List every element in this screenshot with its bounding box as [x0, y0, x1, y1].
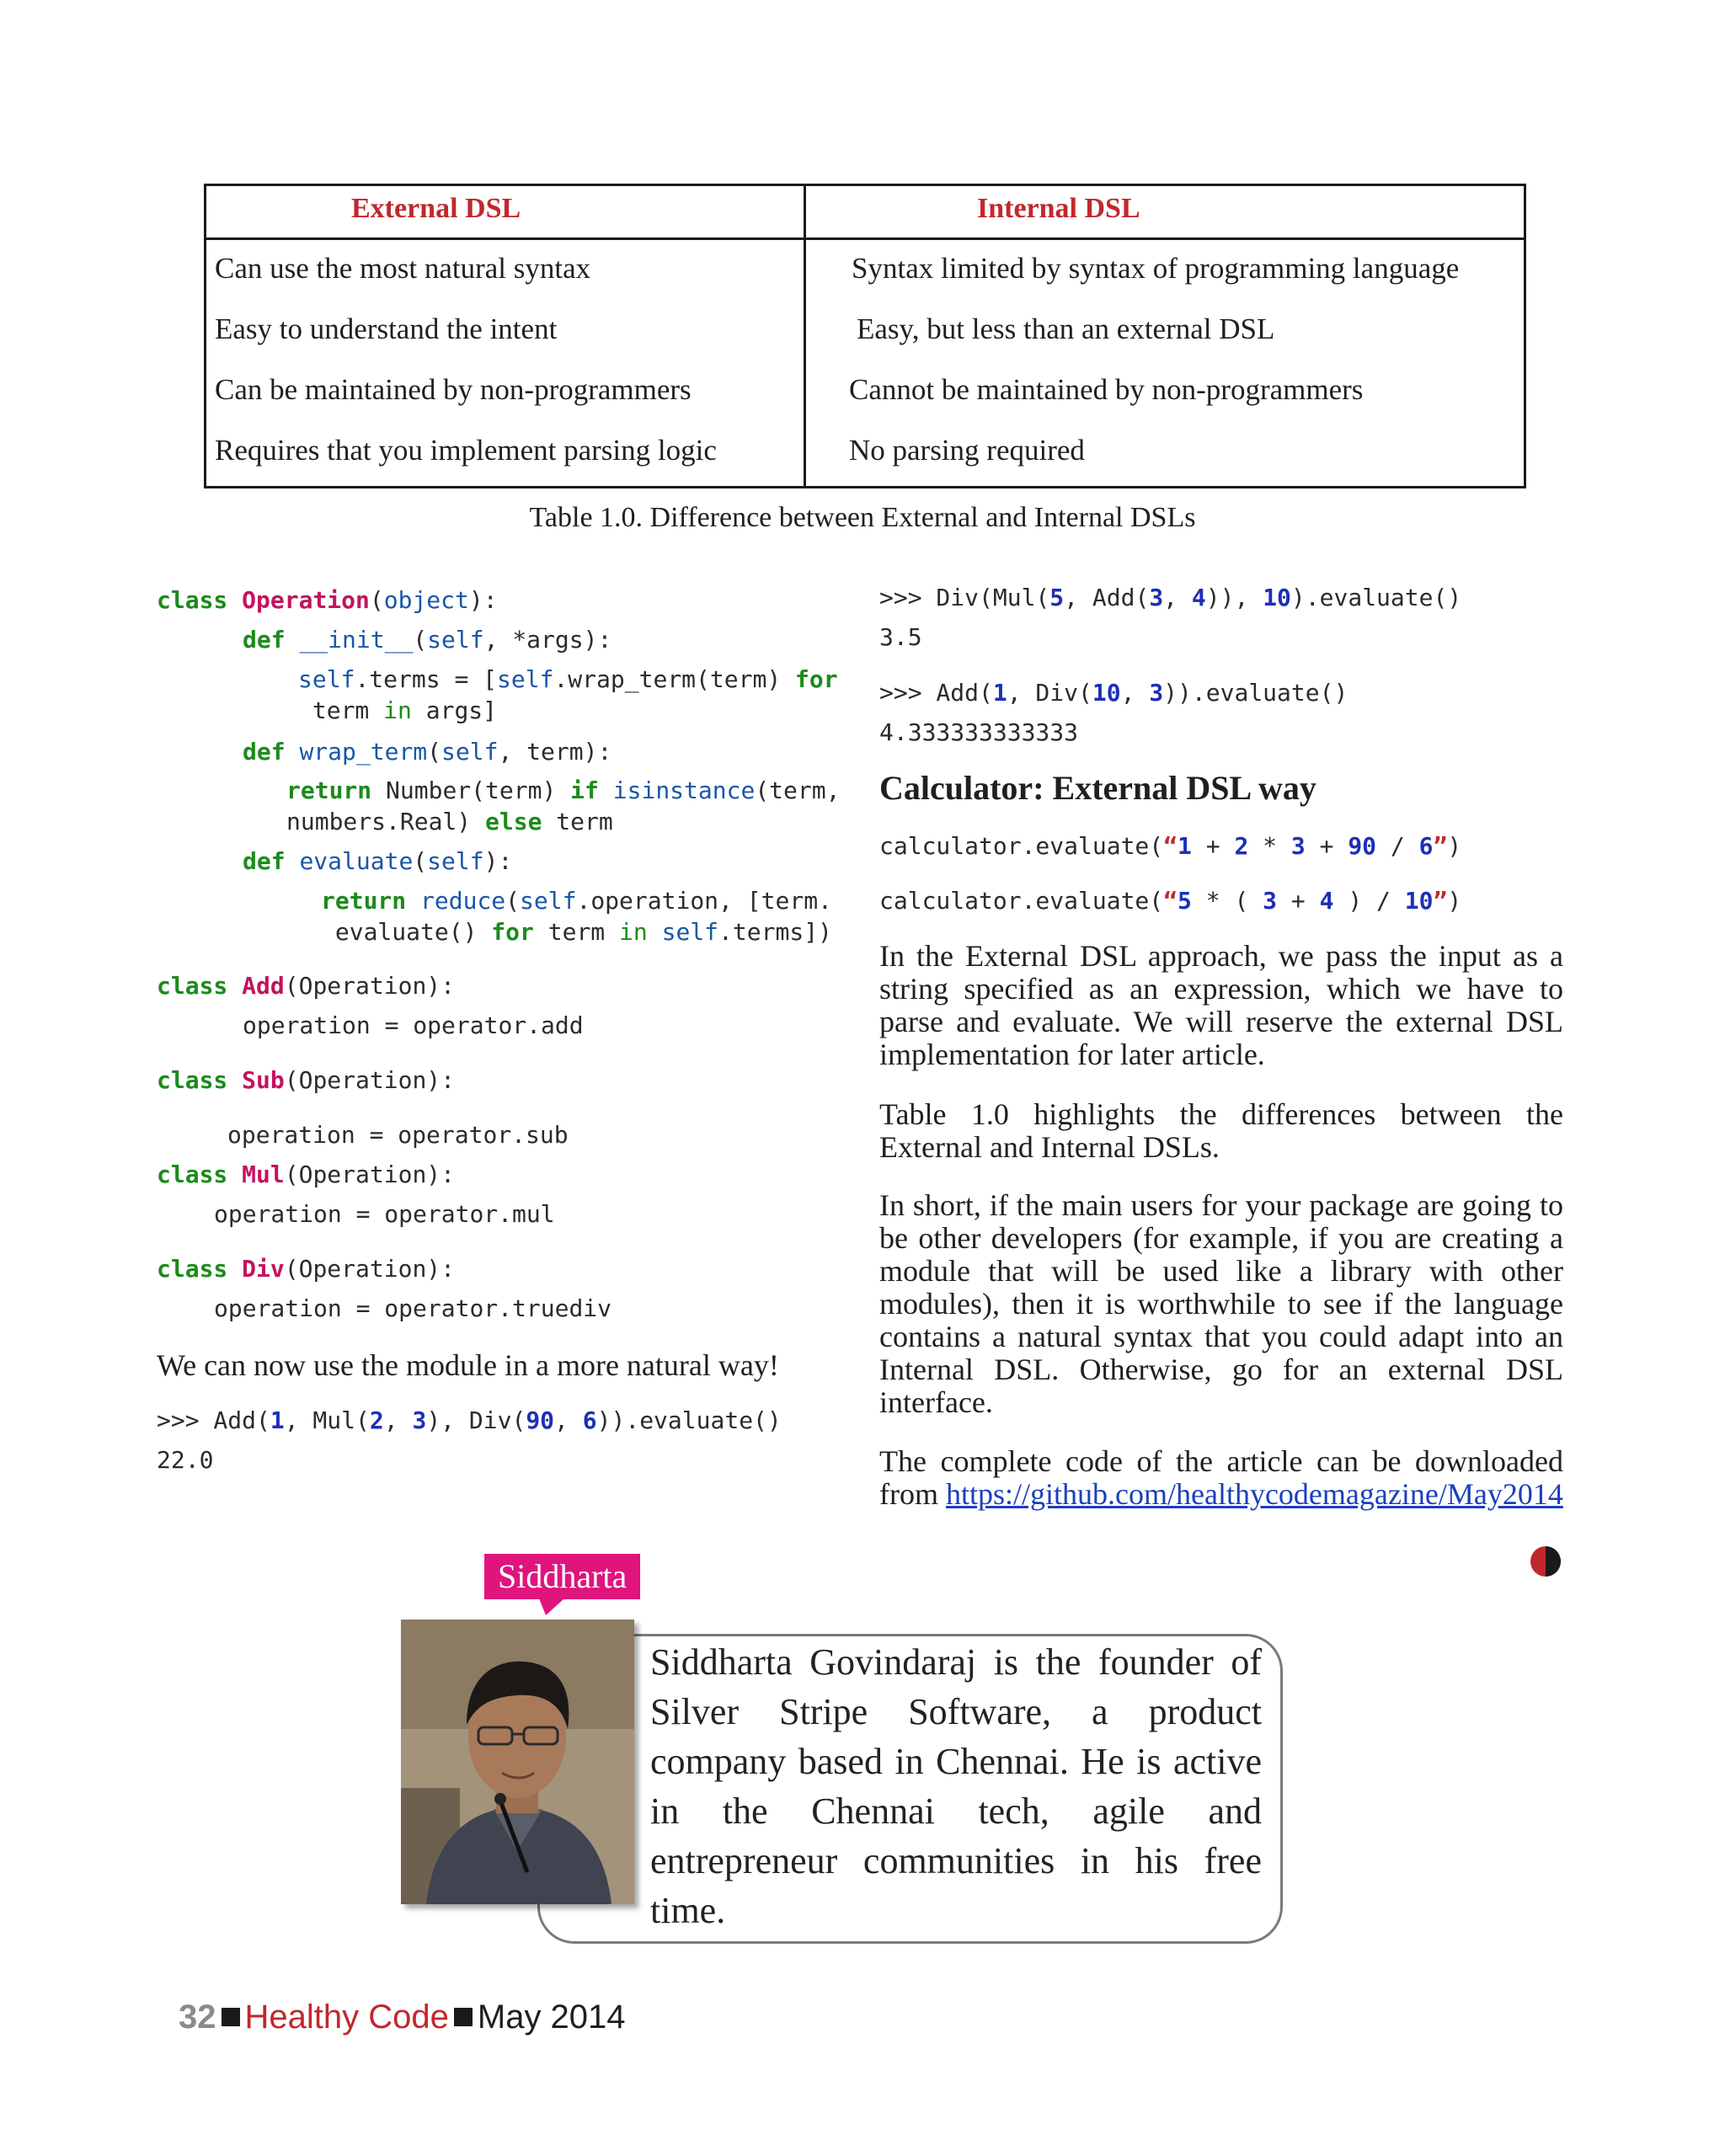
code-class-mul: class Mul(Operation): [157, 1161, 456, 1188]
code-terms-assign: self.terms = [self.wrap_term(term) for term in args] [298, 665, 838, 724]
code-mul-operation: operation = operator.mul [214, 1200, 555, 1228]
table-header-external: External DSL [351, 193, 521, 224]
code-class-add: class Add(Operation): [157, 972, 456, 1000]
table-cell: No parsing required [849, 434, 1085, 467]
author-tag-pointer [539, 1598, 564, 1615]
page-footer [179, 1999, 626, 2036]
code-example-add-div: >>> Add(1, Div(10, 3)).evaluate() [879, 679, 1348, 707]
issue-date: May 2014 [477, 1999, 626, 2036]
code-def-init: def __init__(self, *args): [243, 626, 612, 654]
code-result: 3.5 [879, 623, 922, 651]
square-bullet-icon [454, 2008, 473, 2026]
table-cell: Syntax limited by syntax of programming language [852, 252, 1460, 285]
page-number: 32 [179, 1999, 216, 2036]
code-return-number: return Number(term) if isinstance(term, numbers.Real) else term [286, 776, 841, 835]
natural-way-text: We can now use the module in a more natural way! [157, 1348, 779, 1382]
table-cell: Easy to understand the intent [215, 312, 558, 345]
code-sub-operation: operation = operator.sub [227, 1121, 569, 1149]
paragraph-in-short: In short, if the main users for your package are going to be other developers (for example, if you are creating a module that will be used like a library with other modules), then it is worthwhile to see if the language contains a natural syntax that you could adapt into an Internal DSL. Otherwise, go for an external DSL interface. [879, 1188, 1563, 1419]
code-result: 4.333333333333 [879, 718, 1079, 746]
code-class-div: class Div(Operation): [157, 1255, 456, 1283]
author-photo [401, 1620, 634, 1904]
code-add-operation: operation = operator.add [243, 1011, 584, 1039]
code-div-operation: operation = operator.truediv [214, 1294, 612, 1322]
code-calculator-2: calculator.evaluate(“5 * ( 3 + 4 ) / 10”) [879, 887, 1462, 915]
article-end-icon [1530, 1546, 1561, 1577]
magazine-name: Healthy Code [244, 1999, 449, 2036]
code-example-add: >>> Add(1, Mul(2, 3), Div(90, 6)).evaluate() [157, 1406, 782, 1434]
code-return-reduce: return reduce(self.operation, [term. evaluate() for term in self.terms]) [321, 887, 832, 946]
table-caption: Table 1.0. Difference between External and Internal DSLs [529, 502, 1196, 533]
table-cell: Cannot be maintained by non-programmers [849, 373, 1364, 406]
square-bullet-icon [222, 2008, 240, 2026]
paragraph-external-approach: In the External DSL approach, we pass the input as a string specified as an expression, which we have to parse and evaluate. We will reserve the external DSL implementation for later article. [879, 939, 1563, 1071]
table-header-internal: Internal DSL [977, 193, 1140, 224]
paragraph-table-highlights: Table 1.0 highlights the differences between the External and Internal DSLs. [879, 1097, 1563, 1164]
code-class-operation: class Operation(object): [157, 586, 498, 614]
table-cell: Can use the most natural syntax [215, 252, 591, 285]
code-calculator-1: calculator.evaluate(“1 + 2 * 3 + 90 / 6”) [879, 832, 1462, 860]
table-cell: Can be maintained by non-programmers [215, 373, 692, 406]
code-example-div: >>> Div(Mul(5, Add(3, 4)), 10).evaluate() [879, 584, 1462, 611]
table-column-divider [804, 186, 806, 486]
github-link[interactable]: https://github.com/healthycodemagazine/May2014 [945, 1477, 1563, 1511]
code-class-sub: class Sub(Operation): [157, 1066, 456, 1094]
comparison-table [204, 184, 1526, 488]
table-cell: Easy, but less than an external DSL [857, 312, 1275, 345]
section-heading: Calculator: External DSL way [879, 769, 1316, 807]
paragraph-download: The complete code of the article can be downloaded from https://github.com/healthycodemagazine/May2014 [879, 1444, 1563, 1511]
code-def-wrap-term: def wrap_term(self, term): [243, 738, 612, 766]
code-def-evaluate: def evaluate(self): [243, 847, 513, 875]
author-name-tag: Siddharta [484, 1554, 640, 1599]
author-bio-text: Siddharta Govindaraj is the founder of Silver Stripe Software, a product company based in Chennai. He is active in the Chennai tech, agile and entrepreneur communities in his free time. [650, 1641, 1262, 1931]
table-cell: Requires that you implement parsing logic [215, 434, 717, 467]
code-result: 22.0 [157, 1446, 214, 1474]
